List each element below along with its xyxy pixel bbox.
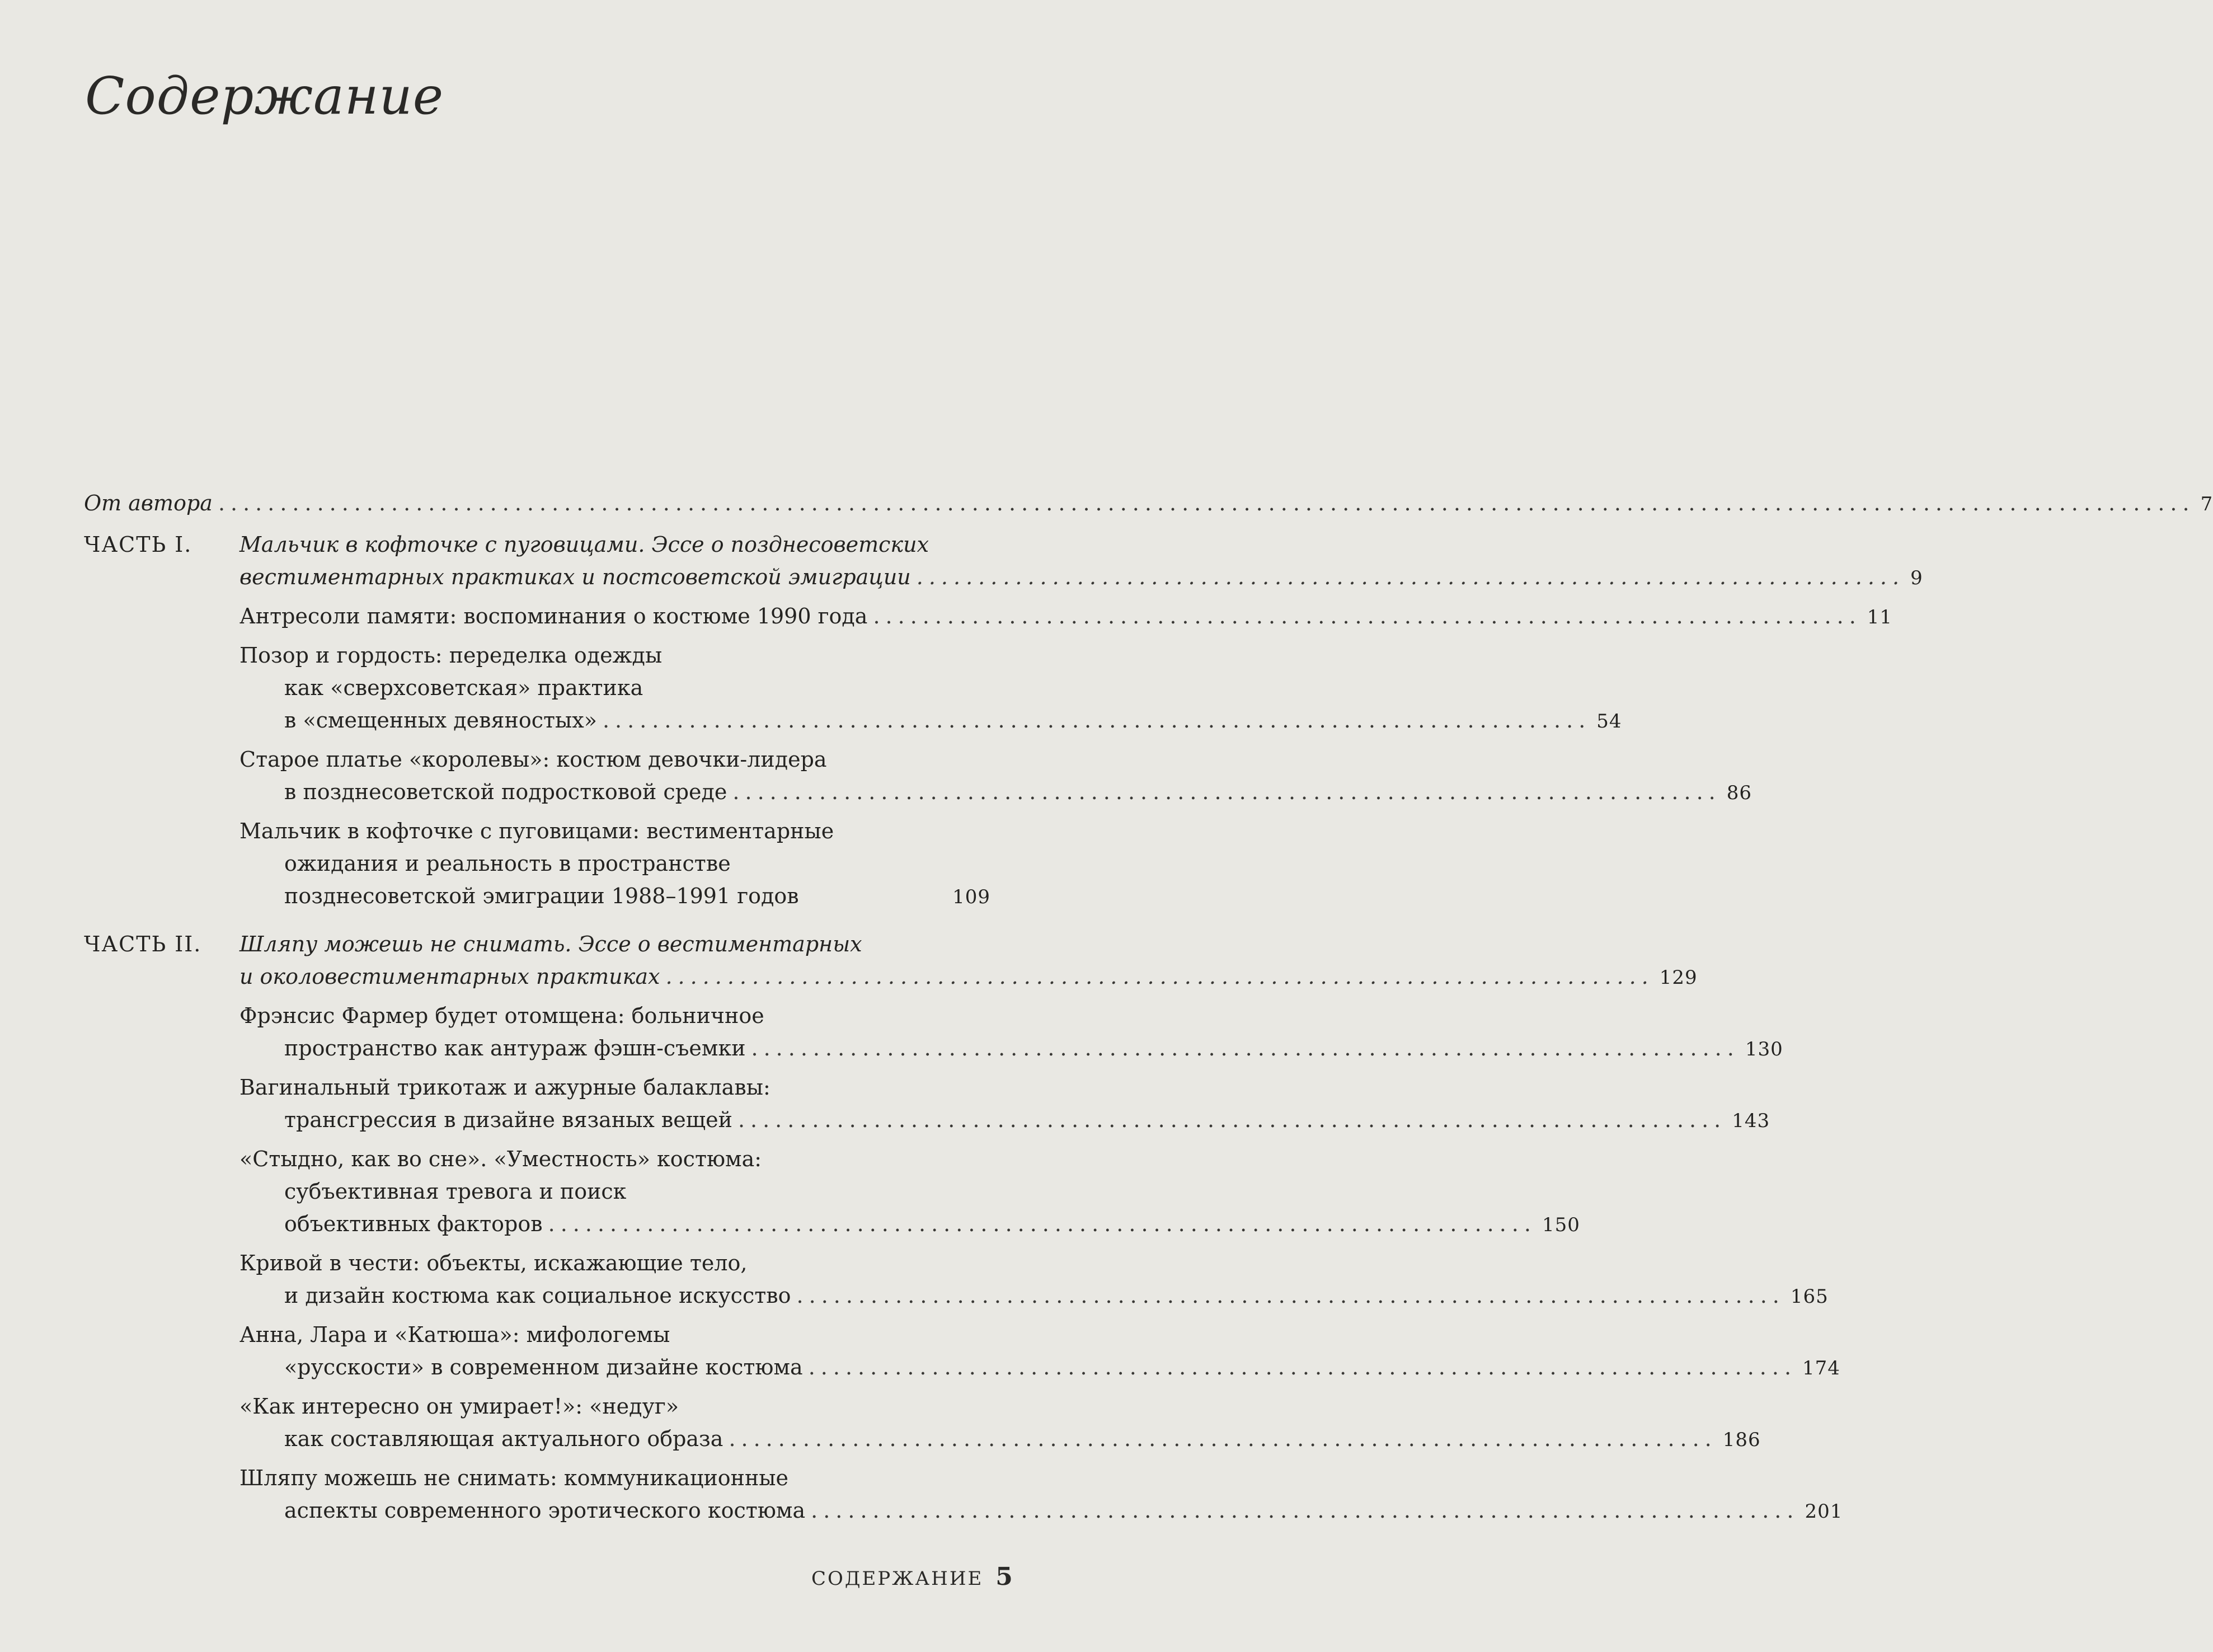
toc-page-number: 54 — [1596, 710, 1622, 733]
chapter-title-line: Старое платье «королевы»: костюм девочки-лидера — [239, 747, 827, 772]
chapter-title-line: аспекты современного эротического костюма — [284, 1498, 806, 1523]
toc-chapter[interactable] — [84, 1390, 1761, 1455]
chapter-title-line: Кривой в чести: объекты, искажающие тело, — [239, 1251, 748, 1275]
toc-chapter[interactable] — [84, 1247, 1829, 1312]
toc-chapter[interactable] — [84, 999, 1783, 1064]
toc-chapter[interactable] — [84, 743, 1752, 808]
toc-chapter[interactable] — [84, 639, 1622, 736]
toc-page-number: 165 — [1790, 1285, 1829, 1308]
dot-leader: ................................................................................................................................................................ — [218, 491, 2195, 515]
chapter-title-line: Антресоли памяти: воспоминания о костюме 1990 года — [239, 604, 868, 628]
dot-leader: ................................................................................ — [729, 1426, 1717, 1451]
dot-leader: ................................................................................ — [811, 1498, 1799, 1523]
chapter-title-line: «Стыдно, как во сне». «Уместность» костюма: — [239, 1147, 762, 1171]
toc-page-number: 129 — [1659, 966, 1698, 989]
part-title-line: вестиментарных практиках и постсоветской эмиграции — [239, 565, 911, 589]
toc-chapter[interactable] — [84, 1071, 1770, 1136]
chapter-title-line: в позднесоветской подростковой среде — [284, 780, 727, 804]
part-title-line: Шляпу можешь не снимать. Эссе о вестиментарных — [239, 932, 862, 956]
chapter-title-line: Фрэнсис Фармер будет отомщена: больничное — [239, 1003, 764, 1028]
toc-chapter[interactable] — [84, 1143, 1580, 1240]
page-number: 5 — [995, 1562, 1013, 1591]
dot-leader: ................................................................................ — [751, 1036, 1740, 1060]
toc-page-number: 143 — [1732, 1110, 1770, 1132]
toc-chapter[interactable] — [84, 815, 990, 912]
toc-page-number: 174 — [1802, 1357, 1840, 1379]
toc-entry-title: От автора — [84, 491, 213, 515]
toc-part-2[interactable] — [84, 928, 1698, 993]
chapter-title-line: пространство как антураж фэшн-съемки — [284, 1036, 746, 1060]
dot-leader: ................................................................................ — [737, 1107, 1727, 1132]
dot-leader: ................................................................................ — [665, 964, 1654, 989]
chapter-title-line: как составляющая актуального образа — [284, 1426, 723, 1451]
dot-leader: ................................................................................ — [732, 780, 1721, 804]
chapter-title-line: как «сверхсоветская» практика — [284, 675, 643, 700]
toc-page-number: 130 — [1745, 1038, 1783, 1060]
chapter-title-line: Шляпу можешь не снимать: коммуникационные — [239, 1466, 789, 1490]
toc-page-number: 11 — [1867, 606, 1893, 628]
part-title-line: и околовестиментарных практиках — [239, 964, 660, 989]
chapter-title-line: и дизайн костюма как социальное искусство — [284, 1283, 791, 1308]
chapter-title-line: «русскости» в современном дизайне костюма — [284, 1355, 803, 1379]
chapter-title-line: Позор и гордость: переделка одежды — [239, 643, 663, 668]
toc-chapter[interactable] — [84, 1318, 1840, 1383]
toc-entry-author[interactable] — [84, 487, 2213, 519]
chapter-title-line: Анна, Лара и «Катюша»: мифологемы — [239, 1322, 670, 1347]
toc-page-number: 186 — [1722, 1429, 1761, 1451]
dot-leader: ................................................................................ — [916, 565, 1905, 589]
dot-leader: ................................................................................ — [548, 1212, 1537, 1236]
chapter-title-line: объективных факторов — [284, 1212, 543, 1236]
dot-leader: ................................................................................ — [796, 1283, 1785, 1308]
dot-leader: ................................................................................ — [602, 708, 1591, 733]
part-title-line: Мальчик в кофточке с пуговицами. Эссе о позднесоветских — [239, 532, 929, 557]
page-footer — [811, 1562, 1013, 1591]
toc-page-number: 109 — [952, 886, 990, 908]
dot-leader: ................................................................................ — [808, 1355, 1797, 1379]
chapter-title-line: «Как интересно он умирает!»: «недуг» — [239, 1394, 679, 1419]
toc-page-number: 7 — [2200, 493, 2213, 515]
toc-chapter[interactable] — [84, 1462, 1843, 1527]
toc-page-number: 86 — [1726, 782, 1752, 804]
chapter-title-line: Мальчик в кофточке с пуговицами: вестиментарные — [239, 819, 834, 843]
toc-page-number: 9 — [1910, 567, 1923, 589]
toc-chapter[interactable] — [84, 600, 1893, 632]
chapter-title-line: субъективная тревога и поиск — [284, 1179, 627, 1204]
page-title: Содержание — [85, 66, 444, 126]
toc-page-number: 201 — [1805, 1500, 1843, 1523]
dot-leader: ................................................................................ — [873, 604, 1862, 628]
chapter-title-line: ожидания и реальность в пространстве — [284, 851, 731, 876]
chapter-title-line: позднесоветской эмиграции 1988–1991 годов — [284, 884, 799, 908]
toc-page-number: 150 — [1542, 1214, 1580, 1236]
chapter-title-line: Вагинальный трикотаж и ажурные балаклавы: — [239, 1075, 770, 1100]
part-label: ЧАСТЬ I. — [84, 532, 192, 557]
part-label: ЧАСТЬ II. — [84, 932, 202, 956]
chapter-title-line: трансгрессия в дизайне вязаных вещей — [284, 1107, 732, 1132]
table-of-contents — [84, 487, 2213, 1527]
toc-part-1[interactable] — [84, 528, 1923, 593]
chapter-title-line: в «смещенных девяностых» — [284, 708, 597, 733]
running-head: СОДЕРЖАНИЕ — [811, 1567, 984, 1590]
